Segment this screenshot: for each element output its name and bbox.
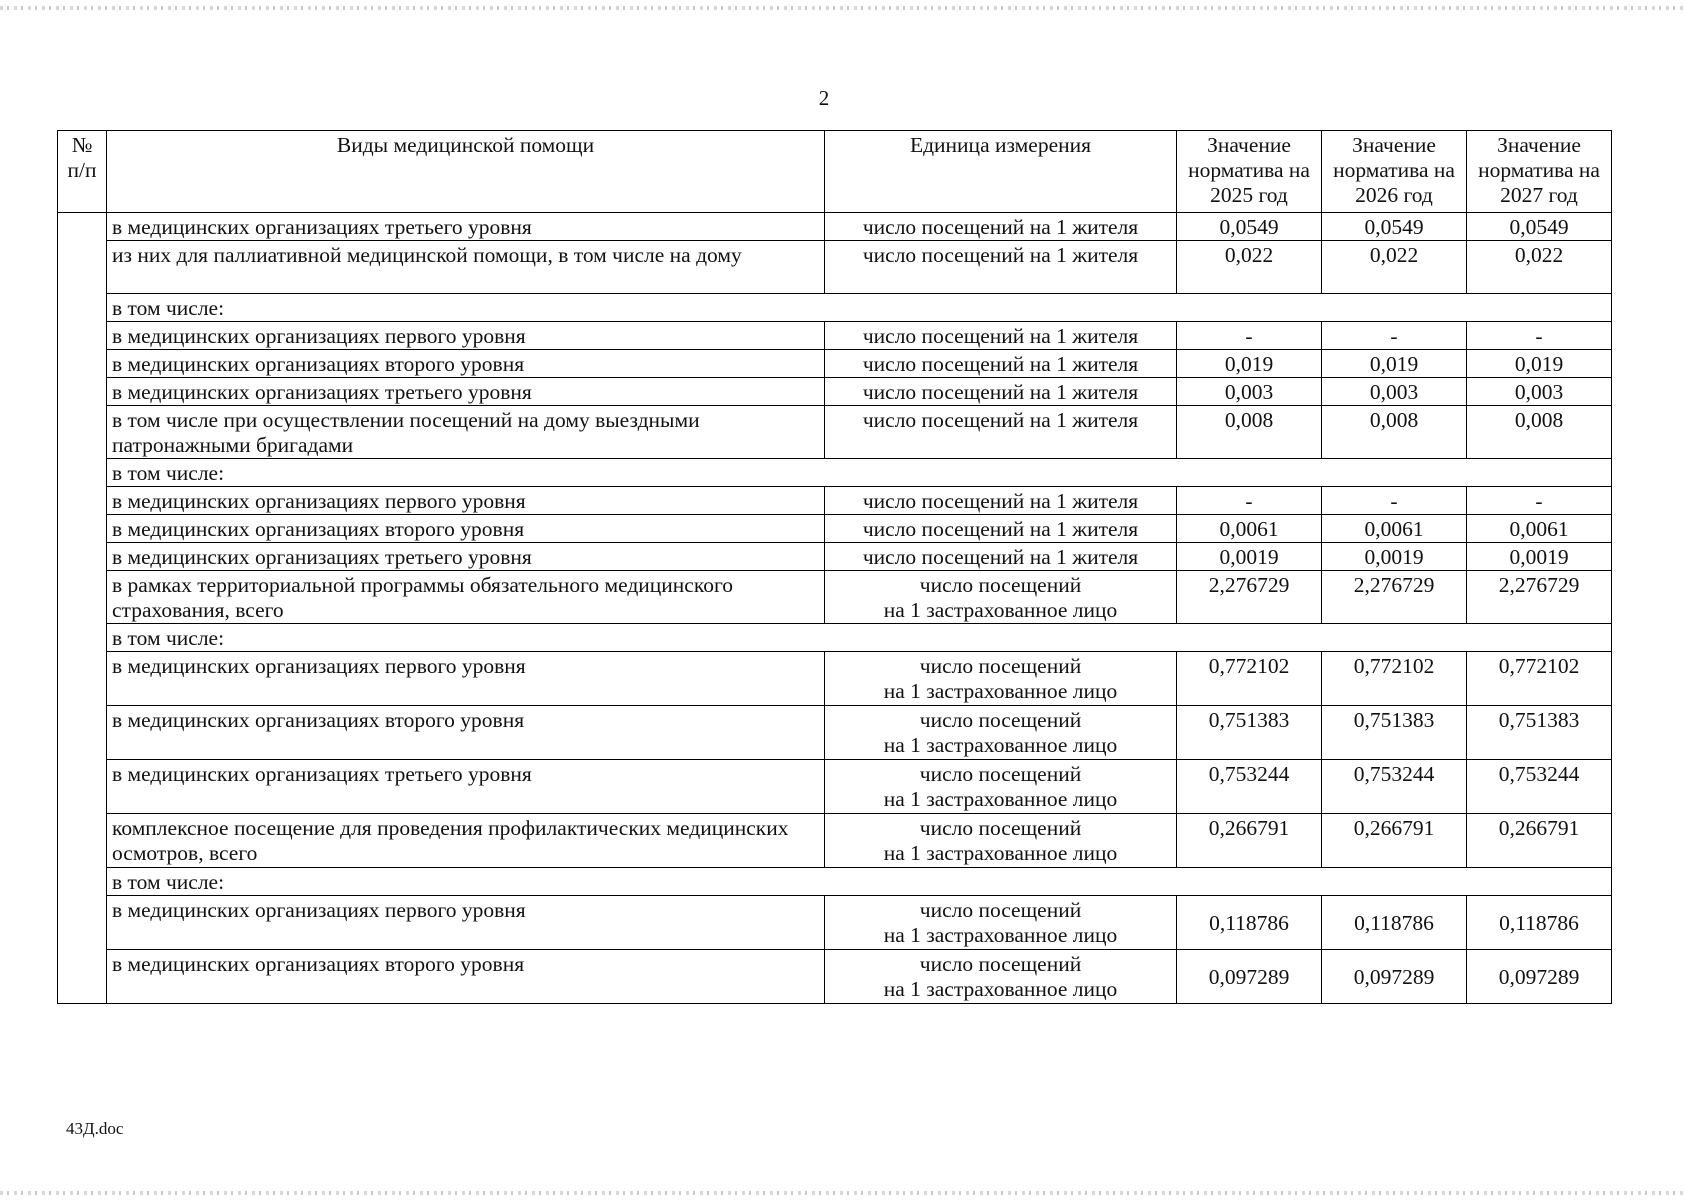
row-number-cell (58, 213, 107, 1004)
cell-2027: - (1467, 487, 1612, 515)
cell-unit: число посещений на 1 жителя (825, 350, 1177, 378)
cell-2026: 0,003 (1322, 378, 1467, 406)
cell-2025: 0,0549 (1177, 213, 1322, 241)
cell-2025: 0,753244 (1177, 760, 1322, 814)
unit-line-1: число посещений (919, 573, 1082, 597)
unit-line-2: на 1 застрахованное лицо (883, 679, 1118, 703)
cell-kind: комплексное посещение для проведения профилактических медицинских осмотров, всего (107, 814, 825, 868)
table-row (58, 571, 1612, 624)
cell-2025: - (1177, 322, 1322, 350)
unit-line-1: число посещений (919, 952, 1082, 976)
cell-subheading: в том числе: (107, 459, 1612, 487)
cell-unit: число посещений на 1 жителя (825, 487, 1177, 515)
cell-2025: 2,276729 (1177, 571, 1322, 624)
table-row (58, 241, 1612, 294)
cell-2027: 0,751383 (1467, 706, 1612, 760)
table-row (58, 543, 1612, 571)
cell-kind: в медицинских организациях первого уровня (107, 487, 825, 515)
cell-2025: 0,008 (1177, 406, 1322, 459)
unit-line-1: число посещений (919, 898, 1082, 922)
unit-line-1: число посещений (919, 708, 1082, 732)
cell-2026: 0,0549 (1322, 213, 1467, 241)
cell-kind: в медицинских организациях первого уровня (107, 322, 825, 350)
table-row (58, 378, 1612, 406)
unit-line-2: на 1 застрахованное лицо (883, 977, 1118, 1001)
cell-2026: 0,019 (1322, 350, 1467, 378)
cell-kind: в том числе при осуществлении посещений на дому выездными патронажными бригадами (107, 406, 825, 459)
cell-2026: 0,772102 (1322, 652, 1467, 706)
cell-2027: 0,019 (1467, 350, 1612, 378)
cell-unit: число посещений на 1 жителя (825, 378, 1177, 406)
cell-2026: 0,0019 (1322, 543, 1467, 571)
cell-2025: 0,019 (1177, 350, 1322, 378)
cell-kind: в медицинских организациях третьего уровня (107, 378, 825, 406)
cell-2025: 0,266791 (1177, 814, 1322, 868)
table-row (58, 814, 1612, 868)
cell-kind: в медицинских организациях второго уровня (107, 350, 825, 378)
cell-subheading: в том числе: (107, 624, 1612, 652)
cell-2027: 0,003 (1467, 378, 1612, 406)
cell-2026: - (1322, 487, 1467, 515)
cell-unit (825, 896, 1177, 950)
table-row-subheading (58, 459, 1612, 487)
table-row-subheading (58, 868, 1612, 896)
cell-2027: 0,266791 (1467, 814, 1612, 868)
table-row-subheading (58, 294, 1612, 322)
cell-2027: 0,772102 (1467, 652, 1612, 706)
cell-kind: в медицинских организациях второго уровня (107, 515, 825, 543)
cell-2026: 0,008 (1322, 406, 1467, 459)
cell-2026: - (1322, 322, 1467, 350)
footer-filename: 43Д.doc (66, 1119, 124, 1138)
table-row (58, 350, 1612, 378)
table-body (58, 213, 1612, 1004)
cell-kind: в медицинских организациях первого уровня (107, 896, 825, 950)
cell-unit (825, 950, 1177, 1004)
table-row (58, 515, 1612, 543)
cell-kind: в медицинских организациях третьего уровня (107, 543, 825, 571)
cell-2027: 0,0019 (1467, 543, 1612, 571)
unit-line-1: число посещений (919, 762, 1082, 786)
cell-2025: 0,118786 (1177, 896, 1322, 950)
header-2026: Значение норматива на 2026 год (1322, 131, 1467, 213)
cell-unit: число посещений на 1 жителя (825, 515, 1177, 543)
scan-edge-bottom (0, 1191, 1686, 1195)
unit-line-2: на 1 застрахованное лицо (883, 841, 1118, 865)
cell-2025: - (1177, 487, 1322, 515)
table-row (58, 760, 1612, 814)
cell-2027: 0,022 (1467, 241, 1612, 294)
cell-2025: 0,0019 (1177, 543, 1322, 571)
table-row (58, 487, 1612, 515)
table-row (58, 706, 1612, 760)
cell-unit: число посещений на 1 жителя (825, 543, 1177, 571)
cell-2025: 0,022 (1177, 241, 1322, 294)
cell-unit (825, 814, 1177, 868)
cell-kind: из них для паллиативной медицинской помощи, в том числе на дому (107, 241, 825, 294)
cell-kind: в рамках территориальной программы обязательного медицинского страхования, всего (107, 571, 825, 624)
header-kind: Виды медицинской помощи (107, 131, 825, 213)
cell-2025: 0,0061 (1177, 515, 1322, 543)
cell-2026: 0,266791 (1322, 814, 1467, 868)
cell-unit (825, 760, 1177, 814)
table-row (58, 652, 1612, 706)
cell-2027: 2,276729 (1467, 571, 1612, 624)
unit-line-1: число посещений (919, 816, 1082, 840)
cell-2025: 0,751383 (1177, 706, 1322, 760)
cell-unit (825, 652, 1177, 706)
cell-2026: 0,118786 (1322, 896, 1467, 950)
table-header (58, 131, 1612, 213)
cell-2026: 0,097289 (1322, 950, 1467, 1004)
table-row (58, 406, 1612, 459)
cell-2027: 0,0061 (1467, 515, 1612, 543)
cell-kind: в медицинских организациях первого уровня (107, 652, 825, 706)
cell-unit (825, 571, 1177, 624)
cell-2026: 0,022 (1322, 241, 1467, 294)
scan-edge-top (0, 6, 1686, 10)
page-number: 2 (818, 86, 830, 110)
cell-2027: - (1467, 322, 1612, 350)
table-row (58, 322, 1612, 350)
cell-2027: 0,0549 (1467, 213, 1612, 241)
cell-kind: в медицинских организациях третьего уровня (107, 213, 825, 241)
cell-unit: число посещений на 1 жителя (825, 241, 1177, 294)
cell-2026: 0,753244 (1322, 760, 1467, 814)
table-row (58, 950, 1612, 1004)
cell-2027: 0,008 (1467, 406, 1612, 459)
cell-unit: число посещений на 1 жителя (825, 406, 1177, 459)
cell-2027: 0,753244 (1467, 760, 1612, 814)
norms-table (57, 130, 1612, 1004)
cell-2027: 0,118786 (1467, 896, 1612, 950)
unit-line-2: на 1 застрахованное лицо (883, 923, 1118, 947)
unit-line-1: число посещений (919, 654, 1082, 678)
cell-2025: 0,003 (1177, 378, 1322, 406)
table-row-subheading (58, 624, 1612, 652)
cell-kind: в медицинских организациях второго уровня (107, 950, 825, 1004)
cell-subheading: в том числе: (107, 868, 1612, 896)
table-row (58, 213, 1612, 241)
table-row (58, 896, 1612, 950)
cell-2025: 0,097289 (1177, 950, 1322, 1004)
header-2027: Значение норматива на 2027 год (1467, 131, 1612, 213)
unit-line-2: на 1 застрахованное лицо (883, 598, 1118, 622)
cell-2026: 0,751383 (1322, 706, 1467, 760)
cell-subheading: в том числе: (107, 294, 1612, 322)
cell-unit (825, 706, 1177, 760)
cell-kind: в медицинских организациях третьего уровня (107, 760, 825, 814)
cell-unit: число посещений на 1 жителя (825, 213, 1177, 241)
cell-kind: в медицинских организациях второго уровня (107, 706, 825, 760)
cell-2025: 0,772102 (1177, 652, 1322, 706)
header-unit: Единица измерения (825, 131, 1177, 213)
cell-2026: 2,276729 (1322, 571, 1467, 624)
unit-line-2: на 1 застрахованное лицо (883, 787, 1118, 811)
cell-2027: 0,097289 (1467, 950, 1612, 1004)
header-num: № п/п (58, 131, 107, 213)
unit-line-2: на 1 застрахованное лицо (883, 733, 1118, 757)
cell-2026: 0,0061 (1322, 515, 1467, 543)
cell-unit: число посещений на 1 жителя (825, 322, 1177, 350)
header-2025: Значение норматива на 2025 год (1177, 131, 1322, 213)
